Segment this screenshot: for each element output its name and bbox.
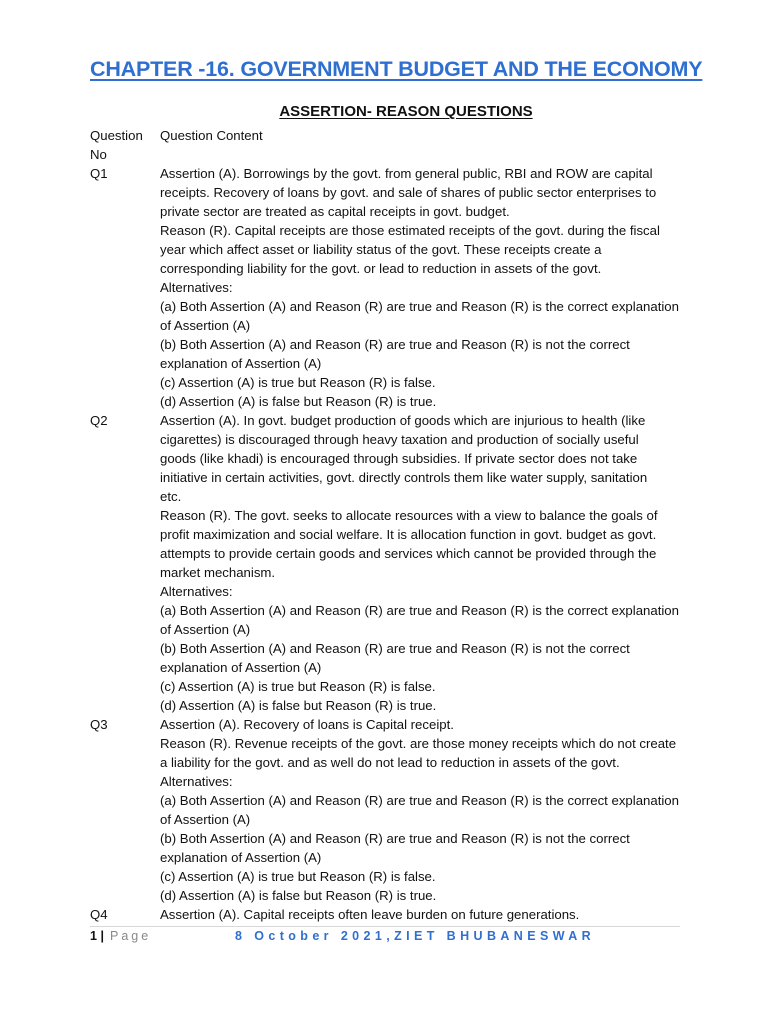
question-text-line: Alternatives:: [160, 280, 233, 295]
question-text-line: profit maximization and social welfare. It is allocation function in govt. budget as govt.: [160, 527, 657, 542]
question-text-line: (a) Both Assertion (A) and Reason (R) are true and Reason (R) is the correct explanation: [160, 793, 679, 808]
question-text-line: of Assertion (A): [160, 318, 251, 333]
question-text-line: Assertion (A). Borrowings by the govt. from general public, RBI and ROW are capital: [160, 166, 653, 181]
question-text-line: Alternatives:: [160, 774, 233, 789]
question-text-line: (c) Assertion (A) is true but Reason (R) is false.: [160, 375, 436, 390]
question-text-line: Alternatives:: [160, 584, 233, 599]
question-row: [90, 411, 700, 715]
question-text-line: explanation of Assertion (A): [160, 660, 322, 675]
question-text-line: (d) Assertion (A) is false but Reason (R) is true.: [160, 698, 437, 713]
question-text-line: Reason (R). Capital receipts are those estimated receipts of the govt. during the fiscal: [160, 223, 660, 238]
header-col1-line1: Question: [90, 128, 143, 143]
question-number: Q2: [90, 413, 108, 428]
question-content: [160, 164, 700, 411]
page-label: Page: [110, 929, 152, 943]
question-text-line: market mechanism.: [160, 565, 276, 580]
question-text-line: of Assertion (A): [160, 622, 251, 637]
question-text-line: private sector are treated as capital receipts in govt. budget.: [160, 204, 510, 219]
page-footer: [90, 926, 680, 949]
question-text-line: (a) Both Assertion (A) and Reason (R) are true and Reason (R) is the correct explanation: [160, 603, 679, 618]
question-text-line: (a) Both Assertion (A) and Reason (R) are true and Reason (R) is the correct explanation: [160, 299, 679, 314]
header-col1-line2: No: [90, 147, 107, 162]
question-text-line: receipts. Recovery of loans by govt. and sale of shares of public sector enterprises to: [160, 185, 657, 200]
page-number: 1 |: [90, 929, 104, 943]
question-content: [160, 905, 700, 924]
question-text-line: (c) Assertion (A) is true but Reason (R) is false.: [160, 679, 436, 694]
question-text-line: Assertion (A). Capital receipts often leave burden on future generations.: [160, 907, 580, 922]
question-text-line: Assertion (A). Recovery of loans is Capital receipt.: [160, 717, 454, 732]
question-row: [90, 905, 700, 924]
header-question-content: [160, 126, 700, 164]
question-text-line: initiative in certain activities, govt. directly controls them like water supply, sanitation: [160, 470, 648, 485]
header-col2: Question Content: [160, 128, 263, 143]
question-text-line: corresponding liability for the govt. or lead to reduction in assets of the govt.: [160, 261, 602, 276]
question-row: [90, 164, 700, 411]
question-text-line: attempts to provide certain goods and services which cannot be provided through the: [160, 546, 657, 561]
section-title: ASSERTION- REASON QUESTIONS: [279, 103, 533, 120]
question-text-line: cigarettes) is discouraged through heavy taxation and production of socially useful: [160, 432, 639, 447]
question-number: Q1: [90, 166, 108, 181]
question-text-line: explanation of Assertion (A): [160, 356, 322, 371]
question-text-line: Reason (R). Revenue receipts of the govt. are those money receipts which do not create: [160, 736, 677, 751]
question-text-line: (b) Both Assertion (A) and Reason (R) are true and Reason (R) is not the correct: [160, 641, 630, 656]
question-text-line: a liability for the govt. and as well do not lead to reduction in assets of the govt.: [160, 755, 620, 770]
question-text-line: (b) Both Assertion (A) and Reason (R) are true and Reason (R) is not the correct: [160, 337, 630, 352]
question-text-line: of Assertion (A): [160, 812, 251, 827]
question-text-line: year which affect asset or liability status of the govt. These receipts create a: [160, 242, 602, 257]
question-number: Q4: [90, 907, 108, 922]
header-question-no: [90, 126, 160, 164]
question-text-line: (d) Assertion (A) is false but Reason (R) is true.: [160, 888, 437, 903]
question-content: [160, 715, 700, 905]
question-text-line: (d) Assertion (A) is false but Reason (R) is true.: [160, 394, 437, 409]
question-rows: [90, 164, 700, 924]
chapter-title: CHAPTER -16. GOVERNMENT BUDGET AND THE ECONOMY: [90, 57, 703, 81]
question-text-line: Assertion (A). In govt. budget production of goods which are injurious to health (like: [160, 413, 646, 428]
question-text-line: explanation of Assertion (A): [160, 850, 322, 865]
table-header-row: [90, 126, 700, 164]
question-content: [160, 411, 700, 715]
question-text-line: Reason (R). The govt. seeks to allocate resources with a view to balance the goals of: [160, 508, 658, 523]
question-text-line: etc.: [160, 489, 182, 504]
question-text-line: goods (like khadi) is encouraged through subsidies. If private sector does not take: [160, 451, 638, 466]
question-text-line: (b) Both Assertion (A) and Reason (R) are true and Reason (R) is not the correct: [160, 831, 630, 846]
question-table: [90, 126, 700, 924]
question-number: Q3: [90, 717, 108, 732]
question-text-line: (c) Assertion (A) is true but Reason (R) is false.: [160, 869, 436, 884]
footer-date-institute: 8 October 2021,ZIET BHUBANESWAR: [235, 929, 596, 943]
question-row: [90, 715, 700, 905]
